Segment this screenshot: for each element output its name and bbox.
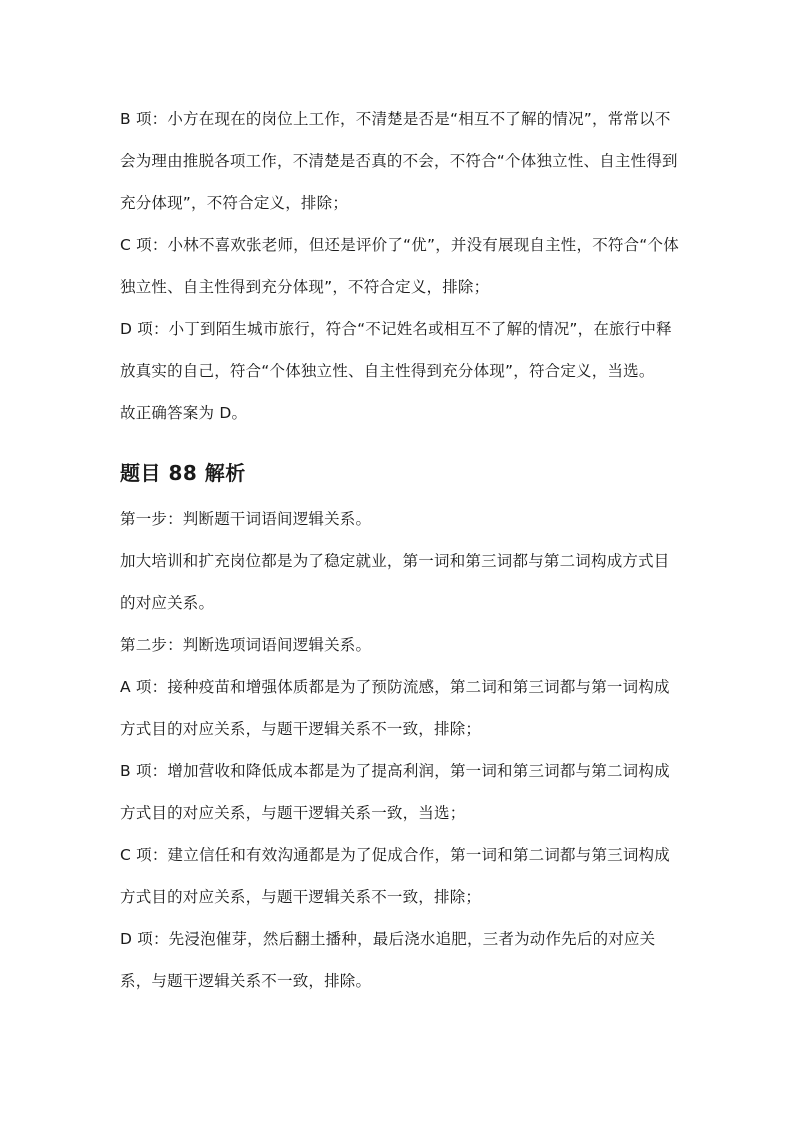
step-one: 第一步：判断题干词语间逻辑关系。 [120, 510, 372, 528]
step-two: 第二步：判断选项词语间逻辑关系。 [120, 636, 372, 654]
q88-option-c: C 项：建立信任和有效沟通都是为了促成合作，第一词和第二词都与第三词构成方式目的对应关系，与题干逻辑关系不一致，排除； [120, 846, 670, 906]
q88-option-b: B 项：增加营收和降低成本都是为了提高利润，第一词和第三词都与第二词构成方式目的对应关系，与题干逻辑关系一致，当选； [120, 762, 670, 822]
q88-option-d: D 项：先浸泡催芽，然后翻土播种，最后浇水追肥，三者为动作先后的对应关系，与题干逻辑关系不一致，排除。 [120, 930, 656, 990]
q88-option-a: A 项：接种疫苗和增强体质都是为了预防流感，第二词和第三词都与第一词构成方式目的对应关系，与题干逻辑关系不一致，排除； [120, 678, 670, 738]
question-88-heading: 题目 88 解析 [120, 461, 246, 485]
document-content [120, 98, 685, 1002]
answer-conclusion: 故正确答案为 D。 [120, 404, 248, 422]
option-b-explanation: B 项：小方在现在的岗位上工作，不清楚是否是“相互不了解的情况”，常常以不会为理由推脱各项工作，不清楚是否真的不会，不符合“个体独立性、自主性得到充分体现”，不符合定义，排除； [120, 110, 678, 212]
stem-analysis: 加大培训和扩充岗位都是为了稳定就业，第一词和第三词都与第二词构成方式目的对应关系。 [120, 552, 670, 612]
option-c-explanation: C 项：小林不喜欢张老师，但还是评价了“优”，并没有展现自主性，不符合“个体独立性、自主性得到充分体现”，不符合定义，排除； [120, 236, 679, 296]
option-d-explanation: D 项：小丁到陌生城市旅行，符合“不记姓名或相互不了解的情况”，在旅行中释放真实的自己，符合“个体独立性、自主性得到充分体现”，符合定义，当选。 [120, 320, 672, 380]
